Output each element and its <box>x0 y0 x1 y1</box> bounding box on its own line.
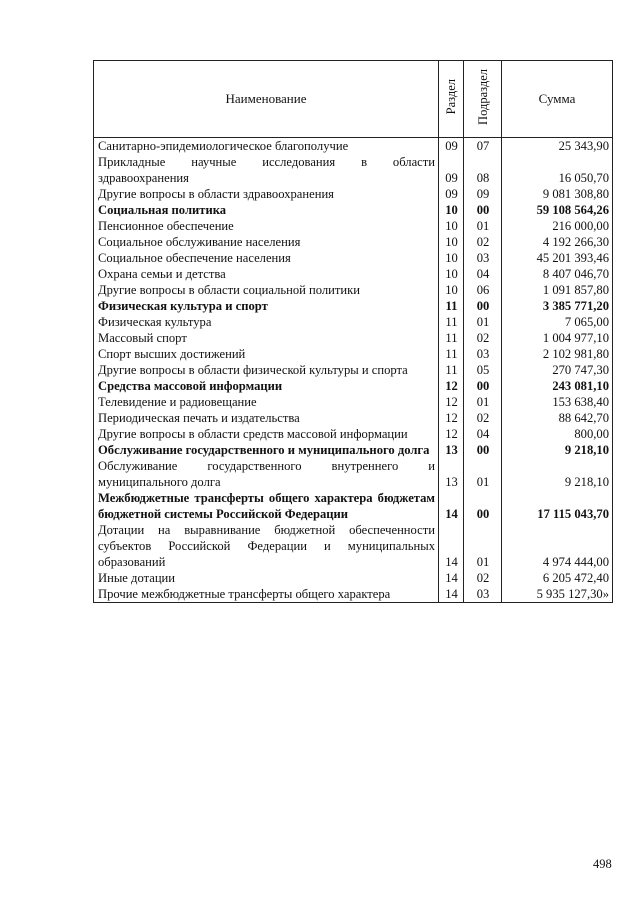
row-name-cell: Другие вопросы в области здравоохранения <box>94 186 439 202</box>
row-subsection-cell: 02 <box>464 234 502 250</box>
row-section-cell: 11 <box>439 330 464 346</box>
header-subsection: Подраздел <box>464 61 502 138</box>
row-name-cell: Периодическая печать и издательства <box>94 410 439 426</box>
row-subsection-cell: 00 <box>464 298 502 314</box>
row-subsection-cell: 07 <box>464 138 502 155</box>
table-row <box>94 282 613 298</box>
row-section-cell: 10 <box>439 266 464 282</box>
row-amount-cell: 9 218,10 <box>502 442 613 458</box>
header-name: Наименование <box>94 61 439 138</box>
row-section-cell: 12 <box>439 426 464 442</box>
row-name-cell: Спорт высших достижений <box>94 346 439 362</box>
row-section-cell: 14 <box>439 586 464 603</box>
row-name-cell: Другие вопросы в области социальной политики <box>94 282 439 298</box>
row-name-cell: Дотации на выравнивание бюджетной обеспеченности субъектов Российской Федерации и муниципальных образований <box>94 522 439 570</box>
row-subsection-cell: 02 <box>464 330 502 346</box>
table-row <box>94 378 613 394</box>
row-section-cell: 13 <box>439 458 464 490</box>
table-row <box>94 586 613 603</box>
row-subsection-cell: 01 <box>464 458 502 490</box>
table-row <box>94 522 613 570</box>
table-row <box>94 490 613 522</box>
row-name-cell: Санитарно-эпидемиологическое благополучие <box>94 138 439 155</box>
row-subsection-cell: 01 <box>464 394 502 410</box>
header-amount: Сумма <box>502 61 613 138</box>
row-section-cell: 12 <box>439 378 464 394</box>
page-number: 498 <box>593 857 612 871</box>
table-header-row <box>94 61 613 138</box>
row-subsection-cell: 01 <box>464 218 502 234</box>
row-subsection-cell: 09 <box>464 186 502 202</box>
row-section-cell: 11 <box>439 314 464 330</box>
row-section-cell: 10 <box>439 202 464 218</box>
row-amount-cell: 2 102 981,80 <box>502 346 613 362</box>
table-row <box>94 330 613 346</box>
row-name-cell: Обслуживание государственного и муниципального долга <box>94 442 439 458</box>
row-section-cell: 11 <box>439 346 464 362</box>
row-subsection-cell: 03 <box>464 346 502 362</box>
row-name-cell: Социальное обеспечение населения <box>94 250 439 266</box>
row-subsection-cell: 00 <box>464 378 502 394</box>
table-row <box>94 298 613 314</box>
row-subsection-cell: 04 <box>464 266 502 282</box>
table-row <box>94 570 613 586</box>
row-subsection-cell: 00 <box>464 490 502 522</box>
row-amount-cell: 153 638,40 <box>502 394 613 410</box>
row-amount-cell: 270 747,30 <box>502 362 613 378</box>
row-amount-cell: 243 081,10 <box>502 378 613 394</box>
row-section-cell: 09 <box>439 138 464 155</box>
row-name-cell: Другие вопросы в области средств массовой информации <box>94 426 439 442</box>
row-section-cell: 14 <box>439 570 464 586</box>
row-subsection-cell: 01 <box>464 314 502 330</box>
row-amount-cell: 59 108 564,26 <box>502 202 613 218</box>
row-amount-cell: 6 205 472,40 <box>502 570 613 586</box>
row-name-cell: Прикладные научные исследования в области здравоохранения <box>94 154 439 186</box>
table-row <box>94 458 613 490</box>
row-name-cell: Межбюджетные трансферты общего характера бюджетам бюджетной системы Российской Федерации <box>94 490 439 522</box>
row-amount-cell: 9 081 308,80 <box>502 186 613 202</box>
row-name-cell: Прочие межбюджетные трансферты общего характера <box>94 586 439 603</box>
row-amount-cell: 1 004 977,10 <box>502 330 613 346</box>
row-amount-cell: 8 407 046,70 <box>502 266 613 282</box>
row-name-cell: Иные дотации <box>94 570 439 586</box>
row-amount-cell: 9 218,10 <box>502 458 613 490</box>
row-name-cell: Массовый спорт <box>94 330 439 346</box>
row-name-cell: Социальное обслуживание населения <box>94 234 439 250</box>
table-row <box>94 362 613 378</box>
table-row <box>94 234 613 250</box>
row-name-cell: Физическая культура и спорт <box>94 298 439 314</box>
row-section-cell: 10 <box>439 282 464 298</box>
table-row <box>94 186 613 202</box>
row-section-cell: 13 <box>439 442 464 458</box>
budget-table <box>93 60 613 603</box>
row-subsection-cell: 00 <box>464 202 502 218</box>
row-name-cell: Другие вопросы в области физической культуры и спорта <box>94 362 439 378</box>
row-section-cell: 10 <box>439 234 464 250</box>
row-subsection-cell: 01 <box>464 522 502 570</box>
table-row <box>94 314 613 330</box>
row-name-cell: Телевидение и радиовещание <box>94 394 439 410</box>
table-row <box>94 138 613 155</box>
row-name-cell: Обслуживание государственного внутреннего и муниципального долга <box>94 458 439 490</box>
table-row <box>94 266 613 282</box>
row-amount-cell: 45 201 393,46 <box>502 250 613 266</box>
row-name-cell: Физическая культура <box>94 314 439 330</box>
row-subsection-cell: 02 <box>464 410 502 426</box>
row-amount-cell: 216 000,00 <box>502 218 613 234</box>
table-row <box>94 250 613 266</box>
header-section: Раздел <box>439 61 464 138</box>
row-amount-cell: 1 091 857,80 <box>502 282 613 298</box>
row-subsection-cell: 03 <box>464 586 502 603</box>
row-section-cell: 09 <box>439 186 464 202</box>
table-row <box>94 154 613 186</box>
row-amount-cell: 7 065,00 <box>502 314 613 330</box>
row-name-cell: Социальная политика <box>94 202 439 218</box>
row-subsection-cell: 03 <box>464 250 502 266</box>
budget-table-container <box>93 60 612 603</box>
row-name-cell: Охрана семьи и детства <box>94 266 439 282</box>
row-section-cell: 12 <box>439 410 464 426</box>
row-amount-cell: 800,00 <box>502 426 613 442</box>
row-subsection-cell: 04 <box>464 426 502 442</box>
row-section-cell: 09 <box>439 154 464 186</box>
table-row <box>94 394 613 410</box>
row-amount-cell: 25 343,90 <box>502 138 613 155</box>
row-section-cell: 11 <box>439 298 464 314</box>
row-name-cell: Пенсионное обеспечение <box>94 218 439 234</box>
row-amount-cell: 4 192 266,30 <box>502 234 613 250</box>
row-subsection-cell: 06 <box>464 282 502 298</box>
row-name-cell: Средства массовой информации <box>94 378 439 394</box>
row-amount-cell: 88 642,70 <box>502 410 613 426</box>
row-amount-cell: 16 050,70 <box>502 154 613 186</box>
row-amount-cell: 3 385 771,20 <box>502 298 613 314</box>
row-subsection-cell: 05 <box>464 362 502 378</box>
row-section-cell: 14 <box>439 490 464 522</box>
row-subsection-cell: 02 <box>464 570 502 586</box>
row-section-cell: 10 <box>439 218 464 234</box>
table-row <box>94 218 613 234</box>
table-body <box>94 138 613 603</box>
table-row <box>94 442 613 458</box>
row-amount-cell: 17 115 043,70 <box>502 490 613 522</box>
row-section-cell: 10 <box>439 250 464 266</box>
row-subsection-cell: 00 <box>464 442 502 458</box>
table-row <box>94 410 613 426</box>
table-row <box>94 426 613 442</box>
row-section-cell: 14 <box>439 522 464 570</box>
row-amount-cell: 4 974 444,00 <box>502 522 613 570</box>
row-amount-cell: 5 935 127,30» <box>502 586 613 603</box>
row-subsection-cell: 08 <box>464 154 502 186</box>
table-row <box>94 346 613 362</box>
table-row <box>94 202 613 218</box>
row-section-cell: 12 <box>439 394 464 410</box>
row-section-cell: 11 <box>439 362 464 378</box>
